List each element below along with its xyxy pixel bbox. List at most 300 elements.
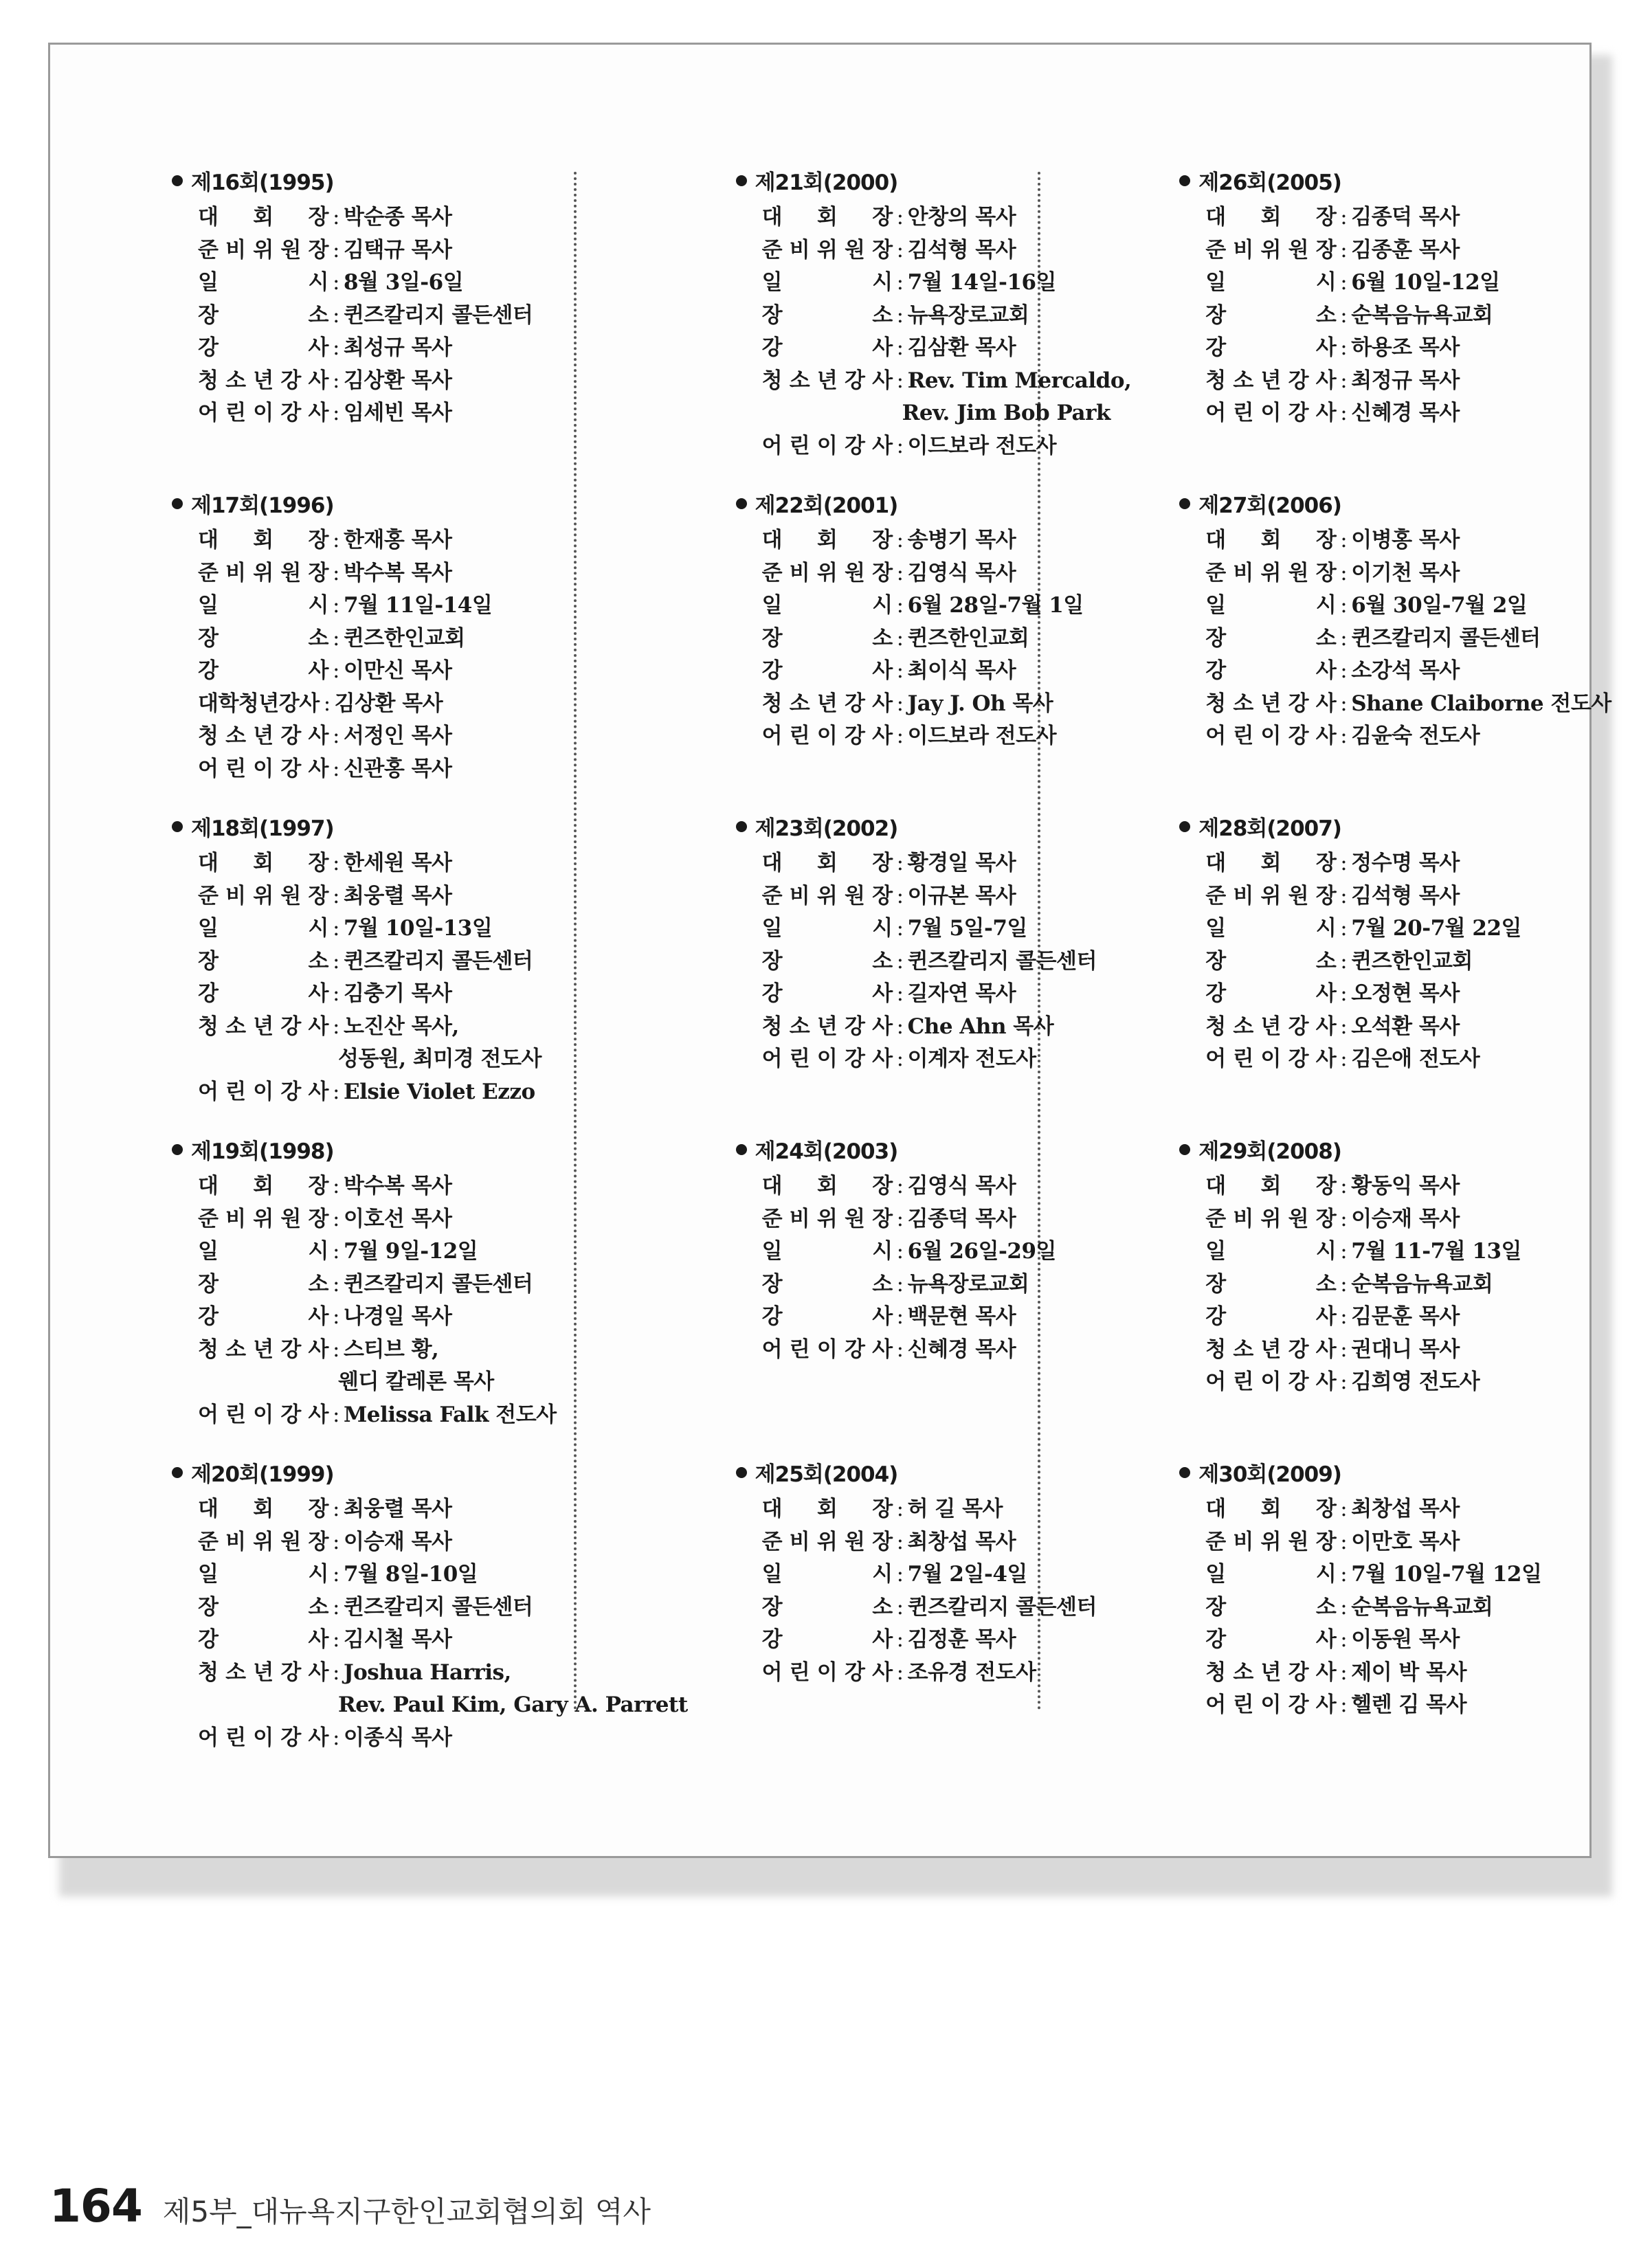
separator: : (896, 981, 904, 1006)
detail-row (762, 365, 1132, 398)
field-label: 장 소 (761, 625, 893, 651)
detail-row (1205, 1526, 1611, 1559)
separator: : (333, 1014, 339, 1039)
field-label: 일 시 (198, 1562, 328, 1587)
detail-row (198, 1591, 688, 1624)
separator: : (1340, 401, 1348, 425)
field-label: 어 린 이 강 사 (1205, 1047, 1337, 1071)
event-details (1179, 847, 1611, 1076)
field-value: 김상환 목사 (334, 691, 443, 716)
event-block (1131, 811, 1611, 1134)
field-label: 준 비 위 원 장 (1205, 1529, 1337, 1554)
field-label: 강 사 (1205, 335, 1337, 360)
field-value: 이만호 목사 (1351, 1529, 1460, 1554)
field-label: 대 회 장 (1205, 205, 1337, 230)
event-title-text: 제28회(2007) (1198, 816, 1341, 841)
separator: : (896, 658, 904, 683)
detail-row (198, 880, 688, 913)
detail-row (1205, 234, 1611, 267)
field-value: 노진산 목사, (343, 1014, 459, 1039)
field-label: 장 소 (1205, 625, 1337, 651)
field-value: 퀸즈칼리지 콜든센터 (343, 1271, 533, 1297)
field-value: 퀸즈칼리지 콜든센터 (907, 948, 1097, 974)
separator: : (1340, 1497, 1348, 1521)
page-footer (49, 2180, 651, 2233)
field-label: 장 소 (1205, 1271, 1337, 1297)
field-value: 김은애 전도사 (1351, 1047, 1480, 1071)
detail-row (1205, 1657, 1611, 1690)
field-label: 강 사 (761, 1627, 893, 1652)
detail-row (1205, 1011, 1611, 1044)
bullet-icon (736, 1467, 747, 1478)
detail-row (1205, 1170, 1611, 1203)
separator: : (896, 205, 904, 230)
separator: : (896, 1562, 904, 1587)
detail-row (1205, 623, 1611, 656)
bullet-icon (1179, 498, 1190, 509)
field-label: 청 소 년 강 사 (198, 368, 328, 393)
event-details (172, 1170, 688, 1431)
field-label: 장 소 (1205, 948, 1337, 974)
field-value: Rev. Tim Mercaldo, (907, 368, 1132, 393)
detail-row (198, 1657, 688, 1690)
field-value: 김희영 전도사 (1351, 1370, 1480, 1394)
separator: : (1340, 724, 1348, 748)
field-value: 최정규 목사 (1351, 368, 1460, 393)
field-label: 대학청년강사 (198, 691, 320, 716)
event-title-text: 제23회(2002) (755, 816, 898, 841)
field-value: 뉴욕장로교회 (907, 302, 1029, 328)
detail-row (198, 1170, 688, 1203)
separator: : (333, 1562, 339, 1587)
field-value: 7월 5일-7일 (907, 916, 1027, 941)
detail-row (762, 913, 1132, 946)
detail-row (198, 1268, 688, 1301)
detail-row (198, 1399, 688, 1432)
separator: : (896, 691, 904, 716)
event-title (172, 165, 688, 196)
field-value: 신관홍 목사 (343, 756, 452, 781)
separator: : (896, 724, 904, 748)
bullet-icon (172, 1144, 183, 1155)
field-value: 김종덕 목사 (907, 1206, 1016, 1231)
detail-row (198, 267, 688, 300)
field-value: 최성규 목사 (343, 335, 452, 360)
detail-row (762, 300, 1132, 333)
field-label: 대 회 장 (1205, 528, 1337, 552)
field-value: Jay J. Oh 목사 (907, 691, 1053, 716)
field-value: 이승재 목사 (343, 1529, 452, 1554)
field-label: 어 린 이 강 사 (761, 724, 893, 748)
detail-row (198, 1558, 688, 1591)
field-value: 7월 2일-4일 (907, 1562, 1027, 1587)
field-label: 어 린 이 강 사 (1205, 1692, 1337, 1717)
event-block (688, 165, 1132, 488)
field-label: 어 린 이 강 사 (198, 1725, 328, 1750)
field-value: 제이 박 목사 (1351, 1659, 1467, 1685)
bullet-icon (736, 498, 747, 509)
separator: : (896, 593, 904, 618)
separator: : (333, 1627, 339, 1652)
separator: : (896, 1529, 904, 1554)
separator: : (1340, 205, 1348, 230)
event-block (1131, 1134, 1611, 1457)
event-details (1179, 524, 1611, 753)
detail-row (762, 1657, 1132, 1690)
field-label: 준 비 위 원 장 (1205, 883, 1337, 908)
field-label: 장 소 (1205, 1594, 1337, 1620)
detail-row (198, 847, 688, 880)
separator: : (896, 270, 904, 295)
field-label: 대 회 장 (1205, 1174, 1337, 1198)
field-label: 청 소 년 강 사 (1205, 691, 1337, 716)
detail-row (198, 1203, 688, 1236)
event-title (172, 1457, 688, 1488)
separator: : (333, 981, 339, 1006)
field-value: 김영식 목사 (907, 1174, 1016, 1198)
event-block (688, 1457, 1132, 1780)
separator: : (896, 1271, 904, 1297)
field-label: 청 소 년 강 사 (1205, 1659, 1337, 1685)
field-value: 이호선 목사 (343, 1206, 452, 1231)
event-block (688, 488, 1132, 811)
field-label: 장 소 (198, 302, 328, 328)
field-value: 황동익 목사 (1351, 1174, 1460, 1198)
field-label: 일 시 (198, 1239, 328, 1264)
separator: : (333, 593, 339, 618)
separator: : (1340, 658, 1348, 683)
separator: : (1340, 1047, 1348, 1071)
field-label: 일 시 (761, 1562, 893, 1587)
field-label: 장 소 (198, 1271, 328, 1297)
detail-row (762, 1043, 1132, 1076)
separator: : (1340, 1014, 1348, 1039)
separator: : (333, 205, 339, 230)
event-block (1131, 1457, 1611, 1780)
separator: : (333, 401, 339, 425)
event-details (736, 1170, 1132, 1366)
detail-row (1205, 590, 1611, 623)
field-label: 준 비 위 원 장 (761, 237, 893, 262)
separator: : (1340, 851, 1348, 875)
field-value: 퀸즈칼리지 콜든센터 (343, 948, 533, 974)
bullet-icon (736, 821, 747, 832)
field-label: 준 비 위 원 장 (198, 237, 328, 262)
field-label: 장 소 (198, 1594, 328, 1620)
field-label: 대 회 장 (198, 528, 328, 552)
separator: : (896, 528, 904, 552)
field-label: 어 린 이 강 사 (1205, 401, 1337, 425)
separator: : (333, 1594, 339, 1620)
event-details (172, 201, 688, 430)
field-label: 청 소 년 강 사 (1205, 1337, 1337, 1362)
field-label: 강 사 (198, 1304, 328, 1329)
field-value: 김석형 목사 (907, 237, 1016, 262)
separator: : (1340, 302, 1348, 328)
field-value: 신혜경 목사 (1351, 401, 1460, 425)
separator: : (896, 883, 904, 908)
separator: : (1340, 1692, 1348, 1717)
detail-row (1205, 1301, 1611, 1334)
detail-row (762, 267, 1132, 300)
detail-row (762, 332, 1132, 365)
field-label: 준 비 위 원 장 (761, 1529, 893, 1554)
detail-row (762, 720, 1132, 753)
field-label: 일 시 (198, 916, 328, 941)
separator: : (1340, 528, 1348, 552)
field-value-continued: Rev. Paul Kim, Gary A. Parrett (338, 1692, 688, 1717)
event-title-text: 제19회(1998) (191, 1139, 334, 1164)
bullet-icon (1179, 821, 1190, 832)
event-title-text: 제17회(1996) (191, 493, 334, 518)
detail-row (762, 1558, 1132, 1591)
detail-row (1205, 655, 1611, 688)
detail-row (198, 234, 688, 267)
separator: : (896, 433, 904, 458)
field-value: 김삼환 목사 (907, 335, 1016, 360)
bullet-icon (1179, 1467, 1190, 1478)
detail-row (1205, 978, 1611, 1011)
field-label: 청 소 년 강 사 (198, 1659, 328, 1685)
field-value: 6월 28일-7월 1일 (907, 593, 1084, 618)
field-value: 순복음뉴욕교회 (1351, 1594, 1493, 1620)
separator: : (1340, 237, 1348, 262)
detail-row (762, 1011, 1132, 1044)
field-label: 일 시 (761, 593, 893, 618)
separator: : (1340, 948, 1348, 974)
separator: : (896, 1497, 904, 1521)
event-title-text: 제25회(2004) (755, 1462, 898, 1487)
field-label: 대 회 장 (1205, 1497, 1337, 1521)
detail-row (762, 234, 1132, 267)
field-value: 최이식 목사 (907, 658, 1016, 683)
separator: : (333, 1402, 339, 1427)
separator: : (323, 691, 331, 716)
detail-row (762, 1236, 1132, 1268)
event-title-text: 제16회(1995) (191, 170, 334, 195)
field-value-continued: 성동원, 최미경 전도사 (338, 1047, 542, 1071)
field-value: 오석환 목사 (1351, 1014, 1460, 1039)
field-label: 강 사 (1205, 658, 1337, 683)
detail-row (762, 1170, 1132, 1203)
field-value: 퀸즈한인교회 (907, 625, 1029, 651)
separator: : (896, 1206, 904, 1231)
event-title (172, 1134, 688, 1165)
field-value: 헬렌 김 목사 (1351, 1692, 1467, 1717)
separator: : (1340, 335, 1348, 360)
detail-row (198, 946, 688, 979)
field-label: 일 시 (198, 593, 328, 618)
detail-row (1205, 1043, 1611, 1076)
detail-row (198, 557, 688, 590)
separator: : (1340, 1529, 1348, 1554)
separator: : (1340, 1562, 1348, 1587)
field-label: 어 린 이 강 사 (761, 1659, 893, 1685)
field-value: 이동원 목사 (1351, 1627, 1460, 1652)
event-block (124, 1134, 688, 1457)
field-value: 7월 10일-13일 (343, 916, 493, 941)
field-value: 7월 10일-7월 12일 (1351, 1562, 1542, 1587)
detail-row (1205, 365, 1611, 398)
separator: : (333, 1174, 339, 1198)
detail-row (762, 880, 1132, 913)
field-value: 퀸즈칼리지 콜든센터 (343, 1594, 533, 1620)
event-title-text: 제24회(2003) (755, 1139, 898, 1164)
field-label: 강 사 (761, 1304, 893, 1329)
separator: : (333, 335, 339, 360)
event-block (124, 488, 688, 811)
field-label: 어 린 이 강 사 (1205, 724, 1337, 748)
detail-row (762, 590, 1132, 623)
field-label: 대 회 장 (198, 1174, 328, 1198)
bullet-icon (172, 1467, 183, 1478)
field-value: 정수명 목사 (1351, 851, 1460, 875)
separator: : (1340, 916, 1348, 941)
separator: : (896, 1239, 904, 1264)
field-value: 8월 3일-6일 (343, 270, 464, 295)
separator: : (896, 1594, 904, 1620)
field-label: 일 시 (198, 270, 328, 295)
field-value: 이기천 목사 (1351, 560, 1460, 585)
detail-row (762, 557, 1132, 590)
field-label: 준 비 위 원 장 (761, 883, 893, 908)
field-label: 강 사 (761, 335, 893, 360)
separator: : (1340, 1337, 1348, 1362)
field-label: 준 비 위 원 장 (761, 560, 893, 585)
field-value: 퀸즈한인교회 (1351, 948, 1473, 974)
separator: : (333, 1304, 339, 1329)
event-block (124, 811, 688, 1134)
separator: : (896, 1627, 904, 1652)
detail-row (1205, 1493, 1611, 1526)
detail-row (198, 1722, 688, 1755)
separator: : (333, 560, 339, 585)
detail-row (1205, 1334, 1611, 1367)
bullet-icon (1179, 1144, 1190, 1155)
detail-row (198, 524, 688, 557)
field-value: 최창섭 목사 (1351, 1497, 1460, 1521)
field-label: 강 사 (1205, 1304, 1337, 1329)
field-value: 6월 10일-12일 (1351, 270, 1500, 295)
detail-row (762, 430, 1132, 463)
detail-row (198, 1236, 688, 1268)
separator: : (1340, 368, 1348, 393)
field-value: Melissa Falk 전도사 (343, 1402, 557, 1427)
field-value: 김상환 목사 (343, 368, 452, 393)
detail-row (762, 1301, 1132, 1334)
field-label: 일 시 (1205, 916, 1337, 941)
detail-row (762, 688, 1132, 721)
field-label: 어 린 이 강 사 (198, 401, 328, 425)
field-value: 7월 8일-10일 (343, 1562, 478, 1587)
field-label: 어 린 이 강 사 (761, 433, 893, 458)
field-label: 청 소 년 강 사 (761, 368, 893, 393)
field-value: 길자연 목사 (907, 981, 1016, 1006)
field-label: 대 회 장 (761, 1497, 893, 1521)
separator: : (333, 368, 339, 393)
field-value: 박순종 목사 (343, 205, 452, 230)
separator: : (333, 625, 339, 651)
detail-row (198, 332, 688, 365)
event-block (124, 165, 688, 488)
detail-row (1205, 1366, 1611, 1399)
field-label: 대 회 장 (761, 851, 893, 875)
field-label: 강 사 (198, 1627, 328, 1652)
field-value: 이만신 목사 (343, 658, 452, 683)
separator: : (1340, 691, 1348, 716)
separator: : (1340, 1594, 1348, 1620)
detail-row (198, 1011, 688, 1044)
separator: : (896, 1659, 904, 1685)
detail-row (1205, 1624, 1611, 1657)
separator: : (1340, 1370, 1348, 1394)
field-value: 허 길 목사 (907, 1497, 1003, 1521)
field-label: 어 린 이 강 사 (198, 1402, 328, 1427)
detail-row (198, 590, 688, 623)
event-title-text: 제30회(2009) (1198, 1462, 1341, 1487)
detail-row (762, 655, 1132, 688)
field-value: 김종덕 목사 (1351, 205, 1460, 230)
field-value: 오정현 목사 (1351, 981, 1460, 1006)
separator: : (1340, 625, 1348, 651)
detail-row (762, 1591, 1132, 1624)
detail-row (198, 720, 688, 753)
field-label: 청 소 년 강 사 (198, 724, 328, 748)
detail-row (762, 524, 1132, 557)
event-block (1131, 165, 1611, 488)
event-details (736, 847, 1132, 1076)
detail-row (198, 1334, 688, 1367)
separator: : (333, 270, 339, 295)
field-label: 대 회 장 (198, 1497, 328, 1521)
event-block (688, 1134, 1132, 1457)
field-label: 일 시 (1205, 593, 1337, 618)
field-value: 임세빈 목사 (343, 401, 452, 425)
field-value: 퀸즈한인교회 (343, 625, 465, 651)
event-title-text: 제22회(2001) (755, 493, 898, 518)
detail-row (1205, 946, 1611, 979)
detail-row (198, 397, 688, 430)
field-value: 퀸즈칼리지 콜든센터 (343, 302, 533, 328)
field-label: 강 사 (761, 981, 893, 1006)
detail-row (762, 1334, 1132, 1367)
bullet-icon (172, 175, 183, 186)
field-label: 준 비 위 원 장 (198, 560, 328, 585)
separator: : (333, 1529, 339, 1554)
detail-row (1205, 267, 1611, 300)
separator: : (896, 237, 904, 262)
field-value: 최웅렬 목사 (343, 1497, 452, 1521)
event-details (1179, 201, 1611, 430)
separator: : (1340, 1627, 1348, 1652)
bullet-icon (736, 175, 747, 186)
detail-row (762, 978, 1132, 1011)
field-label: 어 린 이 강 사 (761, 1337, 893, 1362)
field-label: 장 소 (761, 1271, 893, 1297)
separator: : (333, 916, 339, 941)
detail-row (1205, 332, 1611, 365)
detail-row (1205, 1268, 1611, 1301)
field-value: 6월 30일-7월 2일 (1351, 593, 1528, 618)
field-value: 7월 11-7월 13일 (1351, 1239, 1521, 1264)
separator: : (1340, 593, 1348, 618)
detail-row (198, 1493, 688, 1526)
field-value: Che Ahn 목사 (907, 1014, 1054, 1039)
chapter-title: 제5부_대뉴욕지구한인교회협의회 역사 (162, 2195, 651, 2228)
field-value: 나경일 목사 (343, 1304, 452, 1329)
field-label: 준 비 위 원 장 (1205, 1206, 1337, 1231)
field-label: 준 비 위 원 장 (761, 1206, 893, 1231)
